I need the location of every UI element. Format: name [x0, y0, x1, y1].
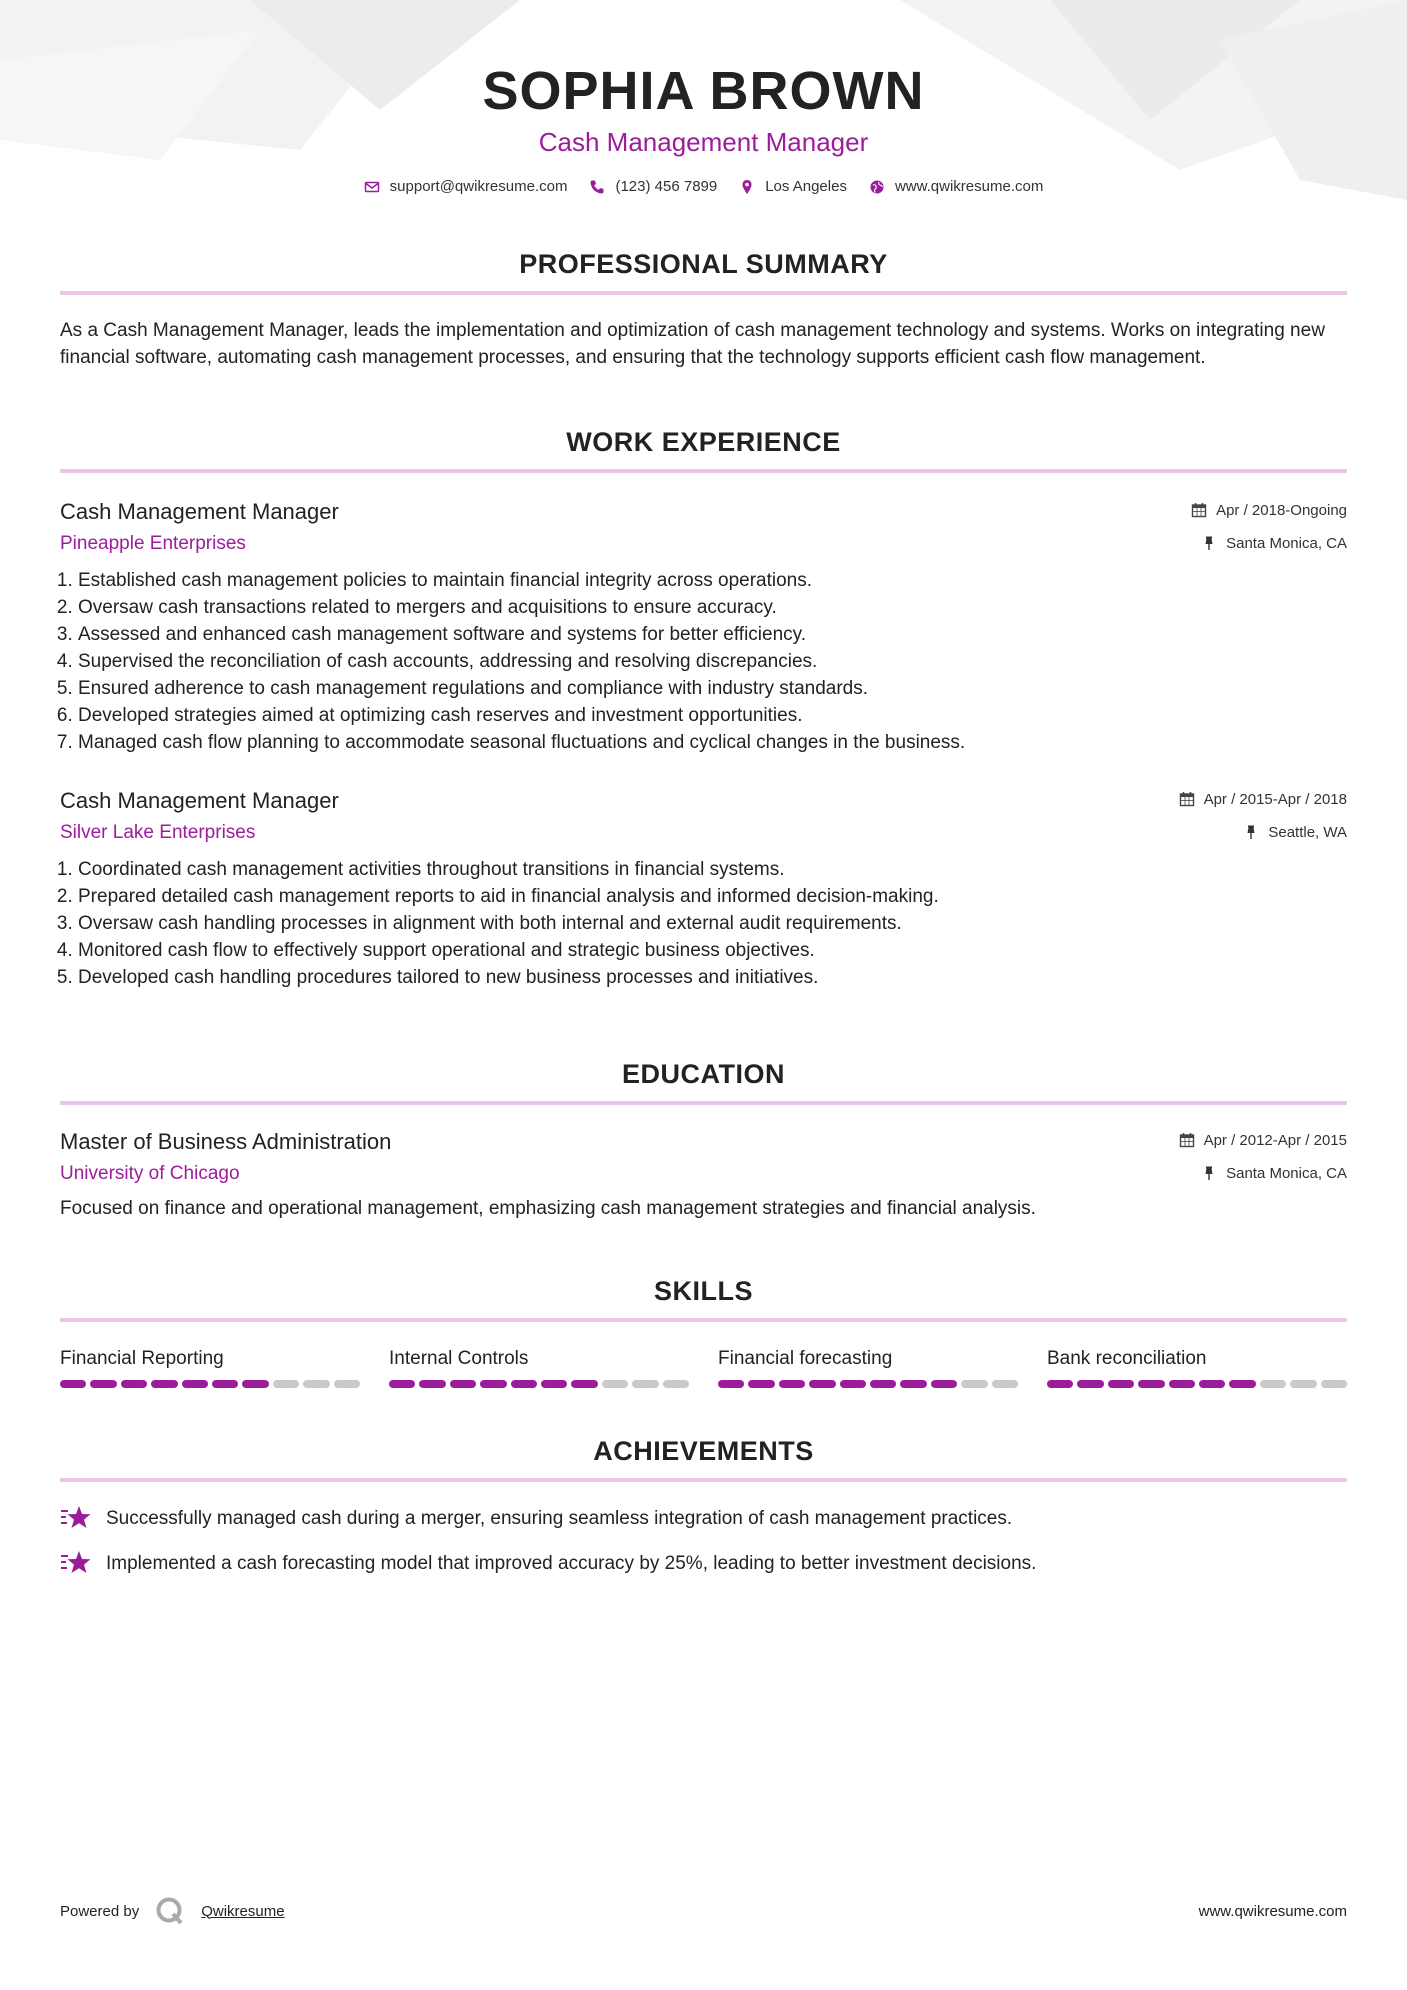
skill-dot-empty [632, 1380, 658, 1388]
job-dates-text: Apr / 2015-Apr / 2018 [1203, 790, 1347, 808]
skill-name: Financial forecasting [718, 1348, 893, 1369]
footer-website[interactable]: www.qwikresume.com [1198, 1902, 1347, 1920]
skill-dot-filled [419, 1380, 445, 1388]
star-icon [60, 1504, 92, 1532]
skill-item [389, 1346, 689, 1388]
skill-dot-filled [212, 1380, 238, 1388]
skill-dot-filled [1108, 1380, 1134, 1388]
skill-dot-filled [90, 1380, 116, 1388]
list-item: 6. Developed strategies aimed at optimizing cash reserves and investment opportunities. [78, 702, 1347, 729]
company-name: Silver Lake Enterprises [60, 822, 256, 843]
skill-dot-empty [273, 1380, 299, 1388]
list-item: 3. Oversaw cash handling processes in alignment with both internal and external audit requirements. [78, 910, 1347, 937]
list-item: 3. Assessed and enhanced cash management software and systems for better efficiency. [78, 621, 1347, 648]
skill-dot-filled [480, 1380, 506, 1388]
list-item: 4. Supervised the reconciliation of cash accounts, addressing and resolving discrepancies. [78, 648, 1347, 675]
job-meta [1191, 497, 1347, 556]
skill-name: Bank reconciliation [1047, 1348, 1207, 1369]
contact-email[interactable] [364, 178, 568, 195]
contact-bar [60, 178, 1347, 195]
job-duties-list [60, 856, 1347, 991]
resume-header [60, 0, 1347, 195]
work-experience-heading: WORK EXPERIENCE [566, 427, 841, 457]
skill-dot-empty [303, 1380, 329, 1388]
achievement-item [60, 1504, 1347, 1532]
job-location [1191, 530, 1347, 556]
skill-dot-filled [389, 1380, 415, 1388]
job-location-text: Santa Monica, CA [1226, 534, 1347, 552]
contact-email-text: support@qwikresume.com [389, 178, 568, 195]
education-location [1179, 1160, 1347, 1186]
skill-dot-empty [602, 1380, 628, 1388]
skill-dot-filled [1199, 1380, 1225, 1388]
skill-name: Financial Reporting [60, 1348, 224, 1369]
skill-dot-filled [571, 1380, 597, 1388]
contact-location-text: Los Angeles [765, 178, 847, 195]
skill-dot-filled [182, 1380, 208, 1388]
job-location [1179, 819, 1347, 845]
pushpin-icon [1201, 1165, 1217, 1181]
achievements-list [60, 1504, 1347, 1577]
work-experience-section [60, 425, 1347, 991]
skill-dot-filled [1047, 1380, 1073, 1388]
skills-list [60, 1346, 1347, 1388]
job-entry [60, 786, 1347, 991]
skill-dot-filled [450, 1380, 476, 1388]
skills-heading: SKILLS [653, 1276, 753, 1306]
section-divider [60, 1318, 1347, 1322]
qwikresume-logo-icon [155, 1896, 185, 1926]
skill-item [60, 1346, 360, 1388]
skill-name: Internal Controls [389, 1348, 529, 1369]
section-divider [60, 291, 1347, 295]
skill-item [718, 1346, 1018, 1388]
brand-link[interactable]: Qwikresume [201, 1902, 285, 1920]
job-duties-list [60, 567, 1347, 756]
skill-level-meter [60, 1380, 360, 1388]
skill-dot-empty [1260, 1380, 1286, 1388]
candidate-title: Cash Management Manager [538, 127, 869, 157]
skills-section [60, 1274, 1347, 1388]
skill-level-meter [1047, 1380, 1347, 1388]
location-pin-icon [739, 179, 755, 195]
job-title: Cash Management Manager [60, 499, 339, 524]
section-divider [60, 469, 1347, 473]
list-item: 5. Developed cash handling procedures tailored to new business processes and initiatives. [78, 964, 1347, 991]
list-item: 2. Oversaw cash transactions related to mergers and acquisitions to ensure accuracy. [78, 594, 1347, 621]
summary-heading: PROFESSIONAL SUMMARY [519, 249, 888, 279]
skill-dot-filled [809, 1380, 835, 1388]
list-item: 2. Prepared detailed cash management reports to aid in financial analysis and informed decision-making. [78, 883, 1347, 910]
skill-dot-filled [511, 1380, 537, 1388]
skill-level-meter [389, 1380, 689, 1388]
page-footer [60, 1896, 1347, 1926]
achievement-text: Implemented a cash forecasting model that improved accuracy by 25%, leading to better investment decisions. [106, 1552, 1037, 1574]
education-description: Focused on finance and operational management, emphasizing cash management strategies and financial analysis. [60, 1198, 1036, 1219]
list-item: 1. Established cash management policies to maintain financial integrity across operations. [78, 567, 1347, 594]
list-item: 5. Ensured adherence to cash management regulations and compliance with industry standards. [78, 675, 1347, 702]
achievements-heading: ACHIEVEMENTS [593, 1436, 814, 1466]
education-dates-text: Apr / 2012-Apr / 2015 [1203, 1131, 1347, 1149]
skill-dot-filled [121, 1380, 147, 1388]
job-meta [1179, 786, 1347, 845]
footer-branding [60, 1896, 285, 1926]
section-divider [60, 1478, 1347, 1482]
contact-phone-text: (123) 456 7899 [615, 178, 718, 195]
contact-location [739, 178, 847, 195]
skill-dot-filled [718, 1380, 744, 1388]
job-entry [60, 497, 1347, 756]
summary-text: As a Cash Management Manager, leads the implementation and optimization of cash management technology and systems. Works on integrating new financial software, automating cash management processes, and ensuring that the technology supports efficient cash flow management. [60, 320, 1325, 368]
calendar-icon [1191, 502, 1207, 518]
achievement-text: Successfully managed cash during a merger, ensuring seamless integration of cash management practices. [106, 1507, 1013, 1529]
skill-dot-empty [663, 1380, 689, 1388]
skill-dot-filled [1138, 1380, 1164, 1388]
summary-section [60, 247, 1347, 371]
education-heading: EDUCATION [622, 1059, 785, 1089]
contact-phone[interactable] [589, 178, 717, 195]
pushpin-icon [1243, 824, 1259, 840]
job-dates [1179, 786, 1347, 812]
skill-level-meter [718, 1380, 1018, 1388]
skill-dot-filled [541, 1380, 567, 1388]
skill-dot-empty [1290, 1380, 1316, 1388]
education-section [60, 1057, 1347, 1222]
skill-dot-filled [1169, 1380, 1195, 1388]
skill-dot-filled [931, 1380, 957, 1388]
skill-dot-empty [334, 1380, 360, 1388]
education-entry [60, 1127, 1347, 1222]
skill-item [1047, 1346, 1347, 1388]
job-location-text: Seattle, WA [1268, 823, 1347, 841]
skill-dot-filled [1229, 1380, 1255, 1388]
list-item: 1. Coordinated cash management activities throughout transitions in financial systems. [78, 856, 1347, 883]
calendar-icon [1179, 1132, 1195, 1148]
contact-website-text: www.qwikresume.com [894, 178, 1044, 195]
company-name: Pineapple Enterprises [60, 533, 246, 554]
education-meta [1179, 1127, 1347, 1186]
degree-title: Master of Business Administration [60, 1129, 392, 1154]
skill-dot-filled [242, 1380, 268, 1388]
calendar-icon [1179, 791, 1195, 807]
globe-icon [869, 179, 885, 195]
phone-icon [589, 179, 605, 195]
skill-dot-filled [900, 1380, 926, 1388]
skill-dot-empty [992, 1380, 1018, 1388]
skill-dot-filled [779, 1380, 805, 1388]
skill-dot-filled [748, 1380, 774, 1388]
skill-dot-filled [1077, 1380, 1103, 1388]
skill-dot-filled [60, 1380, 86, 1388]
education-location-text: Santa Monica, CA [1226, 1164, 1347, 1182]
job-dates [1191, 497, 1347, 523]
candidate-name: SOPHIA BROWN [482, 61, 925, 121]
contact-website[interactable] [869, 178, 1043, 195]
list-item: 4. Monitored cash flow to effectively support operational and strategic business objectives. [78, 937, 1347, 964]
skill-dot-filled [151, 1380, 177, 1388]
school-name: University of Chicago [60, 1163, 240, 1184]
education-dates [1179, 1127, 1347, 1153]
achievements-section [60, 1434, 1347, 1577]
section-divider [60, 1101, 1347, 1105]
job-dates-text: Apr / 2018-Ongoing [1216, 501, 1347, 519]
envelope-icon [364, 179, 380, 195]
skill-dot-empty [961, 1380, 987, 1388]
star-icon [60, 1549, 92, 1577]
pushpin-icon [1201, 535, 1217, 551]
skill-dot-empty [1321, 1380, 1347, 1388]
list-item: 7. Managed cash flow planning to accommodate seasonal fluctuations and cyclical changes in the business. [78, 729, 1347, 756]
skill-dot-filled [840, 1380, 866, 1388]
powered-by-label: Powered by [60, 1902, 140, 1920]
job-title: Cash Management Manager [60, 788, 339, 813]
skill-dot-filled [870, 1380, 896, 1388]
achievement-item [60, 1549, 1347, 1577]
